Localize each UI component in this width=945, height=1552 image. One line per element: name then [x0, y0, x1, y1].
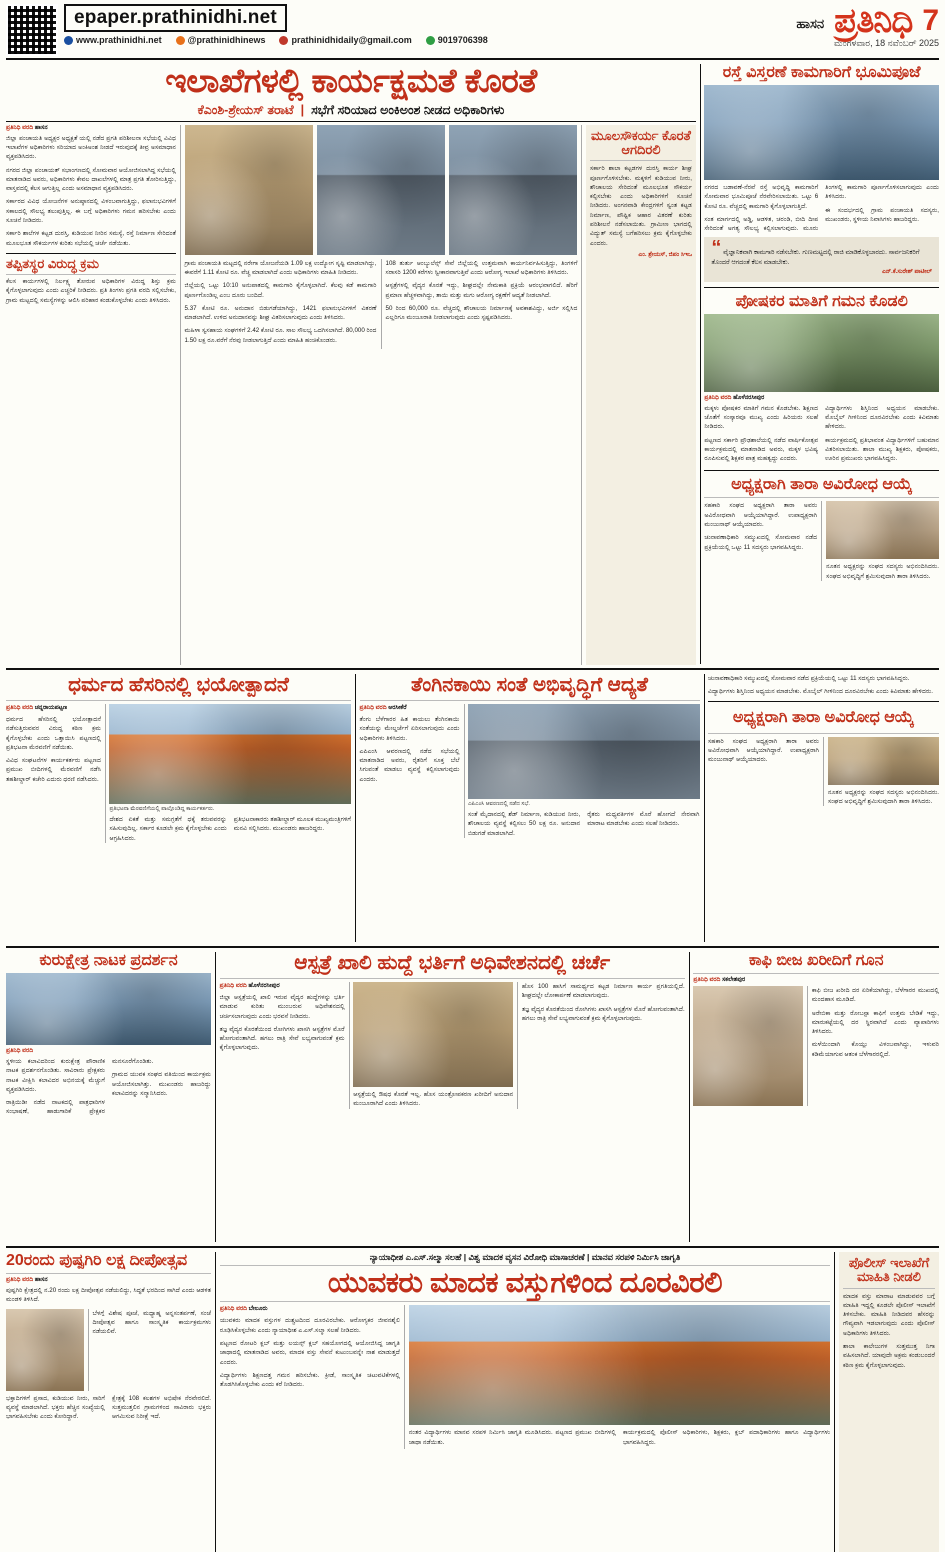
band3-a3-byline: ಪ್ರತಿನಿಧಿ ವರದಿ ಸಕಲೇಶಪುರ [693, 977, 746, 983]
publication-logo: ಪ್ರತಿನಿಧಿ [834, 2, 913, 40]
band3-a3-p1: ಕಾಫಿ ಬೀಜ ಖರೀದಿ ದರ ಏರಿಕೆಯಾಗಿದ್ದು, ಬೆಳೆಗಾರರ ಮುಖದಲ್ಲಿ ಮಂದಹಾಸ ಮೂಡಿದೆ. [811, 987, 939, 1004]
feature2-headline: ತೆಂಗಿನಕಾಯಿ ಸಂತೆ ಅಭಿವೃದ್ಧಿಗೆ ಆದ್ಯತೆ [411, 674, 648, 696]
bottom-center-p3: ವಿದ್ಯಾರ್ಥಿಗಳು ಶಿಕ್ಷಣದತ್ತ ಗಮನ ಹರಿಸಬೇಕು. ಕ್ರೀಡೆ, ಸಾಂಸ್ಕೃತಿಕ ಚಟುವಟಿಕೆಗಳಲ್ಲಿ ತೊಡಗಿಸಿಕೊಳ್ಳಬೇಕು ಎಂದು ಕರೆ ನೀಡಿದರು. [219, 1371, 400, 1389]
right-tail-p4: ನೂತನ ಅಧ್ಯಕ್ಷರನ್ನು ಸಂಘದ ಸದಸ್ಯರು ಅಭಿನಂದಿಸಿದರು. ಸಂಘದ ಅಭಿವೃದ್ಧಿಗೆ ಶ್ರಮಿಸುವುದಾಗಿ ತಾರಾ ತಿಳಿಸಿದರು. [828, 788, 940, 805]
bottom-center-p1: ಯುವಕರು ಮಾದಕ ವಸ್ತುಗಳ ದುಶ್ಚಟದಿಂದ ದೂರವಿರಬೇಕು. ಆರೋಗ್ಯಕರ ಜೀವನಶೈಲಿ ರೂಢಿಸಿಕೊಳ್ಳಬೇಕು ಎಂದು ನ್ಯಾಯಾಧೀಶ ಎ.ಎಸ್.ಸಲ್ಮಾ ಸಲಹೆ ನೀಡಿದರು. [219, 1317, 400, 1334]
band3-a2-p1: ಜಿಲ್ಲಾ ಆಸ್ಪತ್ರೆಯಲ್ಲಿ ಖಾಲಿ ಇರುವ ವೈದ್ಯರ ಹುದ್ದೆಗಳನ್ನು ಭರ್ತಿ ಮಾಡುವ ಕುರಿತು ಮುಂಬರುವ ಅಧಿವೇಶನದಲ್ಲಿ ಚರ್ಚಿಸಲಾಗುವುದು ಎಂದು ಭರವಸೆ ನೀಡಿದರು. [219, 994, 345, 1020]
band-features-right [708, 674, 939, 942]
lead-p1: ಜಿಲ್ಲಾ ಪಂಚಾಯತಿ ಅಧ್ಯಕ್ಷರ ಅಧ್ಯಕ್ಷತೆ ಯಲ್ಲಿ ನಡೆದ ಪ್ರಗತಿ ಪರಿಶೀಲನಾ ಸಭೆಯಲ್ಲಿ ವಿವಿಧ ಇಲಾಖೆಗಳ ಅಧಿಕಾರಿಗಳು ಸರಿಯಾದ ಅಂಕಿಅಂಶ ನೀಡದೆ ಇರುವುದಕ್ಕೆ ತೀವ್ರ ಅಸಮಾಧಾನ ವ್ಯಕ್ತಪಡಿಸಿದರು. [6, 134, 176, 161]
right-mid-article [704, 293, 939, 466]
right-mid-photo [704, 314, 939, 392]
epaper-url[interactable]: epaper.prathinidhi.net [64, 4, 287, 32]
bottom-center-photo [409, 1305, 830, 1425]
lead-sidebar-body: ಸರ್ಕಾರಿ ಶಾಲಾ ಕಟ್ಟಡಗಳ ದುರಸ್ತಿ ಕಾರ್ಯ ಶೀಘ್ರ ಪೂರ್ಣಗೊಳಿಸಬೇಕು. ಮಕ್ಕಳಿಗೆ ಕುಡಿಯುವ ನೀರು, ಶೌಚಾಲಯ ಸೇರಿದಂತೆ ಮೂಲಭೂತ ಸೌಕರ್ಯ ಕಲ್ಪಿಸಬೇಕು ಎಂದು ಅಧಿಕಾರಿಗಳಿಗೆ ಸೂಚನೆ ನೀಡಿದರು. ಅಂಗನವಾಡಿ ಕೇಂದ್ರಗಳಿಗೆ ಸ್ವಂತ ಕಟ್ಟಡ ನಿರ್ಮಾಣ, ಪೌಷ್ಟಿಕ ಆಹಾರ ವಿತರಣೆ ಕುರಿತು ಪರಿಶೀಲನೆ ನಡೆಸಲಾಯಿತು. ಗ್ರಾಮೀಣ ಭಾಗದಲ್ಲಿ ವಿದ್ಯುತ್ ಸಮಸ್ಯೆ ಬಗೆಹರಿಸಲು ಕ್ರಮ ಕೈಗೊಳ್ಳಬೇಕು ಎಂದರು. [590, 165, 692, 247]
right-bottom-p1: ಸಹಕಾರಿ ಸಂಘದ ಅಧ್ಯಕ್ಷರಾಗಿ ತಾರಾ ಅವರು ಅವಿರೋಧವಾಗಿ ಆಯ್ಕೆಯಾಗಿದ್ದಾರೆ. ಉಪಾಧ್ಯಕ್ಷರಾಗಿ ಮಂಜುನಾಥ್ ಆಯ್ಕೆಯಾದರು. [704, 502, 818, 529]
right-mid-p3: ವಿದ್ಯಾರ್ಥಿಗಳು ಶಿಸ್ತಿನಿಂದ ಅಧ್ಯಯನ ಮಾಡಬೇಕು. ಮೊಬೈಲ್ ಗೀಳಿನಿಂದ ದೂರವಿರಬೇಕು ಎಂದು ಕಿವಿಮಾತು ಹೇಳಿದರು. [825, 404, 939, 431]
feature1-p1: ಧರ್ಮದ ಹೆಸರಿನಲ್ಲಿ ಭಯೋತ್ಪಾದನೆ ನಡೆಸುತ್ತಿರುವವರ ವಿರುದ್ಧ ಕಠಿಣ ಕ್ರಮ ಕೈಗೊಳ್ಳಬೇಕು ಎಂದು ಒತ್ತಾಯಿಸಿ ಪಟ್ಟಣದಲ್ಲಿ ಪ್ರತಿಭಟನಾ ಮೆರವಣಿಗೆ ನಡೆಯಿತು. [6, 716, 101, 751]
page-number: 7 [922, 4, 939, 37]
feature1-headline: ಧರ್ಮದ ಹೆಸರಿನಲ್ಲಿ ಭಯೋತ್ಪಾದನೆ [68, 674, 289, 696]
feature1-photo [109, 704, 351, 804]
right-mid-p2: ಪಟ್ಟಣದ ಸರ್ಕಾರಿ ಪ್ರೌಢಶಾಲೆಯಲ್ಲಿ ನಡೆದ ವಾರ್ಷಿಕೋತ್ಸವ ಕಾರ್ಯಕ್ರಮದಲ್ಲಿ ಮಾತನಾಡಿದ ಅವರು, ಮಕ್ಕಳ ಭವಿಷ್ಯ ರೂಪಿಸುವಲ್ಲಿ ಶಿಕ್ಷಕರ ಪಾತ್ರ ಮಹತ್ವದ್ದು ಎಂದರು. [704, 436, 819, 463]
band3-a3-p3: ಮಳೆಯಿಂದಾಗಿ ಕೊಯ್ಲು ವಿಳಂಬವಾಗಿದ್ದು, ಇಳುವರಿ ಕಡಿಮೆಯಾಗುವ ಆತಂಕ ಬೆಳೆಗಾರರಲ್ಲಿದೆ. [811, 1041, 939, 1058]
bottom-left-headline: 20ರಂದು ಪುಷ್ಪಗಿರಿ ಲಕ್ಷ ದೀಪೋತ್ಸವ [6, 1252, 188, 1269]
bottom-center-article [220, 1252, 830, 1552]
lead-p2: ನಗರದ ಜಿಲ್ಲಾ ಪಂಚಾಯತ್ ಸಭಾಂಗಣದಲ್ಲಿ ಸೋಮವಾರ ಆಯೋಜಿಸಲಾಗಿದ್ದ ಸಭೆಯಲ್ಲಿ ಮಾತನಾಡಿದ ಅವರು, ಅಧಿಕಾರಿಗಳು ಕೇವಲ ದಾಖಲೆಗಳಲ್ಲಿ ಮಾತ್ರ ಪ್ರಗತಿ ತೋರಿಸುತ್ತಿದ್ದು, ವಾಸ್ತವದಲ್ಲಿ ಕೆಲಸ ಆಗುತ್ತಿಲ್ಲ ಎಂದು ಅಸಮಾಧಾನ ವ್ಯಕ್ತಪಡಿಸಿದರು. [6, 166, 176, 193]
feature1-byline: ಪ್ರತಿನಿಧಿ ವರದಿ ಚನ್ನರಾಯಪಟ್ಟಣ [6, 705, 68, 711]
feature1-p3: ದೇಶದ ಏಕತೆ ಮತ್ತು ಸಮಗ್ರತೆಗೆ ಧಕ್ಕೆ ತರುವವರನ್ನು ಸಹಿಸುವುದಿಲ್ಲ. ಸರ್ಕಾರ ಕೂಡಲೇ ಕ್ರಮ ಕೈಗೊಳ್ಳಬೇಕು ಎಂದು ಆಗ್ರಹಿಸಿದರು. [109, 816, 227, 842]
lead-sub-body: ಕೆಲಸ ಕಾರ್ಯಗಳಲ್ಲಿ ನಿರ್ಲಕ್ಷ್ಯ ತೋರುವ ಅಧಿಕಾರಿಗಳ ವಿರುದ್ಧ ಶಿಸ್ತು ಕ್ರಮ ಕೈಗೊಳ್ಳಲಾಗುವುದು ಎಂದು ಎಚ್ಚರಿಕೆ ನೀಡಿದರು. ಪ್ರತಿ ತಿಂಗಳು ಪ್ರಗತಿ ವರದಿ ಸಲ್ಲಿಸಬೇಕು, ಗ್ರಾಮ ಮಟ್ಟದಲ್ಲಿ ಸಮಸ್ಯೆಗಳನ್ನು ಆಲಿಸಿ ಪರಿಹಾರ ಕಂಡುಕೊಳ್ಳಬೇಕು ಎಂದು ತಿಳಿಸಿದರು. [6, 277, 176, 304]
lead-photo-2 [317, 125, 445, 255]
masthead-links [64, 35, 633, 45]
masthead-middle [64, 4, 633, 45]
feature2-caption: ಎಪಿಎಂಸಿ ಆವರಣದಲ್ಲಿ ನಡೆದ ಸಭೆ. [467, 801, 530, 807]
band-lead [6, 64, 939, 664]
lead-sidebar [586, 125, 696, 665]
right-top-photo [704, 85, 939, 180]
feature2-p4: ರೈತರು ಮಧ್ಯವರ್ತಿಗಳ ಮೊರೆ ಹೋಗದೆ ನೇರವಾಗಿ ಮಾರಾಟ ಮಾಡಬೇಕು ಎಂದು ಸಲಹೆ ನೀಡಿದರು. [587, 811, 700, 828]
right-top-quote-by: ಎನ್.ಕೆ.ಸುರೇಶ್ ಪಾಟೀಲ್ [882, 268, 932, 275]
lead-deck-black: ಸಭೆಗೆ ಸರಿಯಾದ ಅಂಕಿಅಂಶ ನೀಡದ ಅಧಿಕಾರಿಗಳು [311, 102, 505, 117]
lead-headline: ಇಲಾಖೆಗಳಲ್ಲಿ ಕಾರ್ಯಕ್ಷಮತೆ ಕೊರತೆ [165, 62, 537, 99]
right-top-p2: ಸಂತ ಮಾರ್ಗದಲ್ಲಿ ಅಡ್ಡಿ, ಆಡಳಿತ, ಚರಂಡಿ, ಬೀದಿ ದೀಪ ಸೇರಿದಂತೆ ಅಗತ್ಯ ಸೌಲಭ್ಯ ಕಲ್ಪಿಸಲಾಗುವುದು. ಮೂರು ತಿಂಗಳಲ್ಲಿ ಕಾಮಗಾರಿ ಪೂರ್ಣಗೊಳಿಸಲಾಗುವುದು ಎಂದು ತಿಳಿಸಿದರು. [704, 184, 939, 233]
phone-number[interactable]: 9019706398 [426, 35, 488, 45]
band3-a2-p3: ಆಸ್ಪತ್ರೆಯಲ್ಲಿ ಔಷಧ ಕೊರತೆ ಇಲ್ಲ. ಹೊಸ ಯಂತ್ರೋಪಕರಣ ಖರೀದಿಗೆ ಅನುದಾನ ಮಂಜೂರಾಗಿದೆ ಎಂದು ತಿಳಿಸಿದರು. [353, 1091, 514, 1108]
right-top-article [704, 64, 939, 282]
band-three [6, 952, 939, 1242]
feature2-p1: ತೆಂಗು ಬೆಳೆಗಾರರ ಹಿತ ಕಾಯಲು ತೆಂಗಿನಕಾಯಿ ಸಂತೆಯನ್ನು ಮೇಲ್ದರ್ಜೆಗೆ ಏರಿಸಲಾಗುವುದು ಎಂದು ಅಧಿಕಾರಿಗಳು ತಿಳಿಸಿದರು. [359, 716, 460, 742]
band-features [6, 674, 939, 942]
feature2-photo [468, 704, 700, 799]
feature-article-2 [360, 674, 700, 942]
qr-code-icon [6, 4, 58, 56]
right-bottom-photo [826, 501, 939, 559]
lead-sidebar-headline: ಮೂಲಸೌಕರ್ಯ ಕೊರತೆ ಆಗದಿರಲಿ [591, 127, 691, 157]
bottom-left-p3: ಭಕ್ತಾದಿಗಳಿಗೆ ಪ್ರಸಾದ, ಕುಡಿಯುವ ನೀರು, ಸಾರಿಗೆ ವ್ಯವಸ್ಥೆ ಮಾಡಲಾಗಿದೆ. ಭಕ್ತರು ಹೆಚ್ಚಿನ ಸಂಖ್ಯೆಯಲ್ಲಿ ಭಾಗವಹಿಸಬೇಕು ಎಂದು ಕೋರಿದ್ದಾರೆ. [6, 1394, 105, 1421]
lead-p4: ಸರ್ಕಾರಿ ಶಾಲೆಗಳ ಕಟ್ಟಡ ದುರಸ್ತಿ, ಕುಡಿಯುವ ನೀರಿನ ಸಮಸ್ಯೆ, ರಸ್ತೆ ನಿರ್ಮಾಣ ಸೇರಿದಂತೆ ಮೂಲಭೂತ ಸೌಕರ್ಯಗಳ ಕುರಿತು ಸಭೆಯಲ್ಲಿ ಚರ್ಚೆ ನಡೆಯಿತು. [6, 230, 176, 247]
bottom-center-p5: ಕಾರ್ಯಕ್ರಮದಲ್ಲಿ ಪೊಲೀಸ್ ಅಧಿಕಾರಿಗಳು, ಶಿಕ್ಷಕರು, ಕ್ಲಬ್ ಪದಾಧಿಕಾರಿಗಳು ಹಾಗೂ ವಿದ್ಯಾರ್ಥಿಗಳು ಭಾಗವಹಿಸಿದ್ದರು. [622, 1429, 831, 1446]
mail-icon [279, 36, 288, 45]
band3-a3-p2: ಅರೇಬಿಕಾ ಮತ್ತು ರೋಬಸ್ಟಾ ಕಾಫಿಗೆ ಉತ್ತಮ ಬೇಡಿಕೆ ಇದ್ದು, ಮಾರುಕಟ್ಟೆಯಲ್ಲಿ ದರ ಸ್ಥಿರವಾಗಿದೆ ಎಂದು ವ್ಯಾಪಾರಿಗಳು ತಿಳಿಸಿದರು. [811, 1009, 939, 1036]
lead-c3-p2: ಆಸ್ಪತ್ರೆಗಳಲ್ಲಿ ವೈದ್ಯರ ಕೊರತೆ ಇದ್ದು, ಶೀಘ್ರದಲ್ಲೇ ನೇಮಕಾತಿ ಪ್ರಕ್ರಿಯೆ ಆರಂಭವಾಗಲಿದೆ. ಹೆರಿಗೆ ಪ್ರಮಾಣ ಹೆಚ್ಚಳವಾಗಿದ್ದು, ತಾಯಿ ಮತ್ತು ಮಗು ಆರೋಗ್ಯ ರಕ್ಷಣೆಗೆ ಆದ್ಯತೆ ನೀಡಲಾಗಿದೆ. [385, 282, 578, 299]
band3-a2-p2: ತಜ್ಞ ವೈದ್ಯರ ಕೊರತೆಯಿಂದ ರೋಗಿಗಳು ಖಾಸಗಿ ಆಸ್ಪತ್ರೆಗಳ ಮೊರೆ ಹೋಗುವಂತಾಗಿದೆ. ಹಗಲು ರಾತ್ರಿ ಸೇವೆ ಲಭ್ಯವಾಗುವಂತೆ ಕ್ರಮ ಕೈಗೊಳ್ಳಲಾಗುವುದು. [219, 1025, 345, 1052]
right-top-p1: ನಗರದ ಬಡಾವಣೆ-ನೆರವೆ ರಸ್ತೆ ಅಭಿವೃದ್ಧಿ ಕಾಮಗಾರಿಗೆ ಸೋಮವಾರ ಭೂಮಿಪೂಜೆ ನೆರವೇರಿಸಲಾಯಿತು. ಒಟ್ಟು 6 ಕೋಟಿ ರೂ. ವೆಚ್ಚದಲ್ಲಿ ಕಾಮಗಾರಿ ಕೈಗೊಳ್ಳಲಾಗುತ್ತಿದೆ. [704, 184, 819, 210]
feature1-p4: ಪ್ರತಿಭಟನಾಕಾರರು ತಹಶೀಲ್ದಾರ್ ಮೂಲಕ ಮುಖ್ಯಮಂತ್ರಿಗಳಿಗೆ ಮನವಿ ಸಲ್ಲಿಸಿದರು. ಮುಖಂಡರು ಹಾಜರಿದ್ದರು. [233, 816, 351, 833]
lead-c2-p1: ಗ್ರಾಮ ಪಂಚಾಯತಿ ಮಟ್ಟದಲ್ಲಿ ನರೇಗಾ ಯೋಜನೆಯಡಿ 1.09 ಲಕ್ಷ ಉದ್ಯೋಗ ಸೃಷ್ಟಿ ಮಾಡಲಾಗಿದ್ದು, ಈವರೆಗೆ 1.11 ಕೋಟಿ ರೂ. ವೆಚ್ಚ ಮಾಡಲಾಗಿದೆ ಎಂದು ಅಧಿಕಾರಿಗಳು ಮಾಹಿತಿ ನೀಡಿದರು. [184, 259, 377, 276]
bottom-left-photo [6, 1309, 84, 1391]
lead-c2-p3: 5.37 ಕೋಟಿ ರೂ. ಅನುದಾನ ಬಿಡುಗಡೆಯಾಗಿದ್ದು, 1421 ಫಲಾನುಭವಿಗಳಿಗೆ ವಿತರಣೆ ಮಾಡಲಾಗಿದೆ. ಉಳಿದ ಅನುದಾನವನ್ನು ಶೀಘ್ರ ವಿತರಿಸಲಾಗುವುದು ಎಂದು ತಿಳಿಸಿದರು. [184, 304, 377, 322]
feature2-byline: ಪ್ರತಿನಿಧಿ ವರದಿ ಅರಸೀಕೆರೆ [359, 705, 407, 711]
right-column [704, 64, 939, 664]
lead-p3: ಸರ್ಕಾರದ ವಿವಿಧ ಯೋಜನೆಗಳ ಅನುಷ್ಠಾನದಲ್ಲಿ ವಿಳಂಬವಾಗುತ್ತಿದ್ದು, ಫಲಾನುಭವಿಗಳಿಗೆ ಸಕಾಲದಲ್ಲಿ ಸೌಲಭ್ಯ ತಲುಪುತ್ತಿಲ್ಲ. ಈ ಬಗ್ಗೆ ಅಧಿಕಾರಿಗಳು ಗಮನ ಹರಿಸಬೇಕು ಎಂದು ಸೂಚನೆ ನೀಡಿದರು. [6, 198, 176, 225]
email-link[interactable]: prathinidhidaily@gmail.com [279, 35, 411, 45]
quote-mark-icon: “ [711, 237, 722, 260]
website-link[interactable]: www.prathinidhi.net [64, 35, 162, 45]
dateline: ಮಂಗಳವಾರ, 18 ನವೆಂಬರ್ 2025 [834, 38, 939, 48]
bottom-right-p2: ಶಾಲಾ ಕಾಲೇಜುಗಳ ಸುತ್ತಮುತ್ತ ನಿಗಾ ವಹಿಸಲಾಗಿದೆ. ಯಾವುದೇ ಅಕ್ರಮ ಕಂಡುಬಂದರೆ ಕಠಿಣ ಕ್ರಮ ಕೈಗೊಳ್ಳಲಾಗುವುದು. [843, 1343, 936, 1369]
globe-icon [64, 36, 73, 45]
lead-sub-headline: ತಪ್ಪಿತಸ್ಥರ ವಿರುದ್ಧ ಕ್ರಮ [6, 255, 100, 271]
bottom-right-headline: ಪೊಲೀಸ್ ಇಲಾಖೆಗೆ ಮಾಹಿತಿ ನೀಡಲಿ [848, 1255, 930, 1285]
bottom-center-p2: ಪಟ್ಟಣದ ರೋಟರಿ ಕ್ಲಬ್ ಮತ್ತು ಲಯನ್ಸ್ ಕ್ಲಬ್ ಸಹಯೋಗದಲ್ಲಿ ಆಯೋಜಿಸಿದ್ದ ಜಾಗೃತಿ ಜಾಥಾದಲ್ಲಿ ಮಾತನಾಡಿದ ಅವರು, ಮಾದಕ ವಸ್ತು ಸೇವನೆ ಕುಟುಂಬವನ್ನೇ ನಾಶ ಮಾಡುತ್ತದೆ ಎಂದರು. [219, 1340, 400, 1366]
band-bottom [6, 1252, 939, 1552]
lead-deck-red: ಕೆಎಂಶಿ-ಶ್ರೇಯಸ್ ತರಾಟೆ [197, 102, 294, 117]
right-mid-headline: ಪೋಷಕರ ಮಾತಿಗೆ ಗಮನ ಕೊಡಲಿ [735, 292, 908, 310]
feature2-p2: ಎಪಿಎಂಸಿ ಆವರಣದಲ್ಲಿ ನಡೆದ ಸಭೆಯಲ್ಲಿ ಮಾತನಾಡಿದ ಅವರು, ರೈತರಿಗೆ ಸೂಕ್ತ ಬೆಲೆ ಸಿಗುವಂತೆ ಮಾಡಲು ವ್ಯವಸ್ಥೆ ಕಲ್ಪಿಸಲಾಗುವುದು ಎಂದರು. [359, 747, 460, 783]
right-tail-photo [828, 737, 939, 785]
right-tail-p3: ಸಹಕಾರಿ ಸಂಘದ ಅಧ್ಯಕ್ಷರಾಗಿ ತಾರಾ ಅವರು ಅವಿರೋಧವಾಗಿ ಆಯ್ಕೆಯಾಗಿದ್ದಾರೆ. ಉಪಾಧ್ಯಕ್ಷರಾಗಿ ಮಂಜುನಾಥ್ ಆಯ್ಕೆಯಾದರು. [708, 737, 820, 764]
band3-a3-photo [693, 986, 803, 1106]
band3-a2-photo [353, 982, 513, 1087]
right-mid-byline: ಪ್ರತಿನಿಧಿ ವರದಿ ಹೊಳೆನರಸೀಪುರ [704, 394, 765, 401]
band3-a2-byline: ಪ್ರತಿನಿಧಿ ವರದಿ ಹೊಳೆನರಸೀಪುರ [219, 983, 280, 989]
right-tail-p2: ವಿದ್ಯಾರ್ಥಿಗಳು ಶಿಸ್ತಿನಿಂದ ಅಧ್ಯಯನ ಮಾಡಬೇಕು. ಮೊಬೈಲ್ ಗೀಳಿನಿಂದ ದೂರವಿರಬೇಕು ಎಂದು ಕಿವಿಮಾತು ಹೇಳಿದರು. [708, 688, 933, 696]
lead-photo-1 [185, 125, 313, 255]
band3-a1-byline: ಪ್ರತಿನಿಧಿ ವರದಿ [6, 1048, 34, 1054]
band3-a3-headline: ಕಾಫಿ ಬೀಜ ಖರೀದಿಗೆ ಗೂನ [748, 952, 884, 969]
lead-c2-p4: ಮಹಿಳಾ ಸ್ವಸಹಾಯ ಸಂಘಗಳಿಗೆ 2.42 ಕೋಟಿ ರೂ. ಸಾಲ ಸೌಲಭ್ಯ ಒದಗಿಸಲಾಗಿದೆ. 80,000 ರಿಂದ 1.50 ಲಕ್ಷ ರೂ.ವರೆಗೆ ನೆರವು ನೀಡಲಾಗುತ್ತಿದೆ ಎಂದು ಮಾಹಿತಿ ಹಂಚಿಕೊಂಡರು. [184, 327, 377, 344]
band3-a1-p2: ರಾತ್ರಿಯಿಡೀ ನಡೆದ ನಾಟಕದಲ್ಲಿ ಪಾತ್ರಧಾರಿಗಳ ಸಂಭಾಷಣೆ, ಹಾಡುಗಾರಿಕೆ ಪ್ರೇಕ್ಷಕರ ಮನಸೂರೆಗೊಂಡಿತು. [6, 1058, 154, 1116]
lead-byline: ಪ್ರತಿನಿಧಿ ವರದಿ ಹಾಸನ [6, 124, 48, 131]
phone-icon [426, 36, 435, 45]
right-top-p3: ಈ ಸಂದರ್ಭದಲ್ಲಿ ಗ್ರಾಮ ಪಂಚಾಯತಿ ಸದಸ್ಯರು, ಮುಖಂಡರು, ಸ್ಥಳೀಯ ನಿವಾಸಿಗಳು ಹಾಜರಿದ್ದರು. [825, 206, 939, 223]
lead-sidebar-attrib: ಎಂ. ಶ್ರೇಯಸ್, ಜಿಪಂ ಸಿಇಒ [638, 251, 692, 258]
right-mid-p1: ಮಕ್ಕಳು ಪೋಷಕರ ಮಾತಿಗೆ ಗಮನ ಕೊಡಬೇಕು. ಶಿಕ್ಷಣದ ಜೊತೆಗೆ ಸಂಸ್ಕಾರವೂ ಮುಖ್ಯ ಎಂದು ಹಿರಿಯರು ಸಲಹೆ ನೀಡಿದರು. [704, 404, 819, 431]
bottom-left-article [6, 1252, 211, 1552]
bottom-right-p1: ಮಾದಕ ವಸ್ತು ಮಾರಾಟ ಮಾಡುವವರ ಬಗ್ಗೆ ಮಾಹಿತಿ ಇದ್ದಲ್ಲಿ ಕೂಡಲೇ ಪೊಲೀಸ್ ಇಲಾಖೆಗೆ ತಿಳಿಸಬೇಕು. ಮಾಹಿತಿ ನೀಡಿದವರ ಹೆಸರನ್ನು ಗೌಪ್ಯವಾಗಿ ಇಡಲಾಗುವುದು ಎಂದು ಪೊಲೀಸ್ ಅಧಿಕಾರಿಗಳು ತಿಳಿಸಿದರು. [843, 1292, 936, 1337]
right-tail-p1: ಚುನಾವಣಾಧಿಕಾರಿ ಸಮ್ಮುಖದಲ್ಲಿ ಸೋಮವಾರ ನಡೆದ ಪ್ರಕ್ರಿಯೆಯಲ್ಲಿ ಒಟ್ಟು 11 ಸದಸ್ಯರು ಭಾಗವಹಿಸಿದ್ದರು. [708, 675, 910, 682]
band3-a2-p5: ತಜ್ಞ ವೈದ್ಯರ ಕೊರತೆಯಿಂದ ರೋಗಿಗಳು ಖಾಸಗಿ ಆಸ್ಪತ್ರೆಗಳ ಮೊರೆ ಹೋಗುವಂತಾಗಿದೆ. ಹಗಲು ರಾತ್ರಿ ಸೇವೆ ಲಭ್ಯವಾಗುವಂತೆ ಕ್ರಮ ಕೈಗೊಳ್ಳಲಾಗುವುದು. [521, 1005, 685, 1022]
band3-article-3 [693, 952, 939, 1242]
bottom-center-headline: ಯುವಕರು ಮಾದಕ ವಸ್ತುಗಳಿಂದ ದೂರವಿರಲಿ [327, 1267, 723, 1299]
feature2-p3: ಸಂತೆ ಮೈದಾನದಲ್ಲಿ ಶೆಡ್ ನಿರ್ಮಾಣ, ಕುಡಿಯುವ ನೀರು, ಶೌಚಾಲಯ ವ್ಯವಸ್ಥೆ ಕಲ್ಪಿಸಲು 50 ಲಕ್ಷ ರೂ. ಅನುದಾನ ಬಿಡುಗಡೆ ಮಾಡಲಾಗಿದೆ. [467, 811, 581, 837]
lead-c3-p1: 108 ತುರ್ತು ಆಂಬ್ಯುಲೆನ್ಸ್ ಸೇವೆ ಜಿಲ್ಲೆಯಲ್ಲಿ ಉತ್ತಮವಾಗಿ ಕಾರ್ಯನಿರ್ವಹಿಸುತ್ತಿದ್ದು, ತಿಂಗಳಿಗೆ ಸರಾಸರಿ 1200 ಕರೆಗಳು ಸ್ವೀಕಾರವಾಗುತ್ತಿವೆ ಎಂದು ಆರೋಗ್ಯ ಇಲಾಖೆ ಅಧಿಕಾರಿಗಳು ತಿಳಿಸಿದರು. [385, 259, 578, 276]
lead-c2-p2: ಜಿಲ್ಲೆಯಲ್ಲಿ ಒಟ್ಟು 10:10 ಅನುಪಾತದಲ್ಲಿ ಕಾಮಗಾರಿ ಕೈಗೊಳ್ಳಲಾಗಿದೆ. ಕೆಲವು ಕಡೆ ಕಾಮಗಾರಿ ಪೂರ್ಣಗೊಂಡಿಲ್ಲ ಎಂಬ ದೂರು ಬಂದಿದೆ. [184, 282, 377, 299]
right-bottom-p2: ಚುನಾವಣಾಧಿಕಾರಿ ಸಮ್ಮುಖದಲ್ಲಿ ಸೋಮವಾರ ನಡೆದ ಪ್ರಕ್ರಿಯೆಯಲ್ಲಿ ಒಟ್ಟು 11 ಸದಸ್ಯರು ಭಾಗವಹಿಸಿದ್ದರು. [704, 534, 818, 551]
lead-col-2 [185, 125, 578, 665]
right-top-headline: ರಸ್ತೆ ವಿಸ್ತರಣೆ ಕಾಮಗಾರಿಗೆ ಭೂಮಿಪೂಜೆ [722, 64, 921, 81]
bottom-banner: ನ್ಯಾಯಾಧೀಶ ಎ.ಎಸ್.ಸಲ್ಮಾ ಸಲಹೆ | ವಿಶ್ವ ಮಾದಕ ವ್ಯಸನ ವಿರೋಧಿ ಮಾಸಾಚರಣೆ | ಮಾನವ ಸರಪಳಿ ನಿರ್ಮಿಸಿ ಜಾಗೃತಿ [369, 1252, 681, 1262]
band3-a1-photo [6, 973, 211, 1045]
right-top-quote [704, 237, 939, 281]
edition-city: ಹಾಸನ [796, 16, 825, 31]
right-bottom-article [704, 476, 939, 581]
band3-a2-headline: ಆಸ್ಪತ್ರೆ ಖಾಲಿ ಹುದ್ದೆ ಭರ್ತಿಗೆ ಅಧಿವೇಶನದಲ್ಲಿ ಚರ್ಚೆ [294, 952, 611, 974]
masthead [6, 4, 939, 60]
lead-photo-3 [449, 125, 577, 255]
band3-a1-p3: ಗ್ರಾಮದ ಯುವಕ ಸಂಘದ ವತಿಯಿಂದ ಕಾರ್ಯಕ್ರಮ ಆಯೋಜಿಸಲಾಗಿತ್ತು. ಮುಖಂಡರು ಹಾಜರಿದ್ದು ಕಲಾವಿದರನ್ನು ಸನ್ಮಾನಿಸಿದರು. [112, 1071, 211, 1097]
lead-deck: ಕೆಎಂಶಿ-ಶ್ರೇಯಸ್ ತರಾಟೆ | ಸಭೆಗೆ ಸರಿಯಾದ ಅಂಕಿಅಂಶ ನೀಡದ ಅಧಿಕಾರಿಗಳು [197, 102, 505, 117]
feature1-caption: ಪ್ರತಿಭಟನಾ ಮೆರವಣಿಗೆಯಲ್ಲಿ ಪಾಲ್ಗೊಂಡಿದ್ದ ಕಾರ್ಯಕರ್ತರು. [109, 806, 215, 812]
masthead-right [639, 4, 939, 49]
right-bottom-headline: ಅಧ್ಯಕ್ಷರಾಗಿ ತಾರಾ ಅವಿರೋಧ ಆಯ್ಕೆ [731, 476, 913, 494]
band3-a1-headline: ಕುರುಕ್ಷೇತ್ರ ನಾಟಕ ಪ್ರದರ್ಶನ [39, 952, 178, 969]
right-tail-headline: ಅಧ್ಯಕ್ಷರಾಗಿ ತಾರಾ ಅವಿರೋಧ ಆಯ್ಕೆ [732, 708, 915, 726]
bottom-center-byline: ಪ್ರತಿನಿಧಿ ವರದಿ ಬೇಲೂರು [219, 1306, 268, 1313]
band3-article-2 [220, 952, 685, 1242]
bottom-center-p4: ನಂತರ ವಿದ್ಯಾರ್ಥಿಗಳು ಮಾನವ ಸರಪಳಿ ನಿರ್ಮಿಸಿ ಜಾಗೃತಿ ಮೂಡಿಸಿದರು. ಪಟ್ಟಣದ ಪ್ರಮುಖ ಬೀದಿಗಳಲ್ಲಿ ಜಾಥಾ ನಡೆಯಿತು. [408, 1429, 616, 1446]
feature1-p2: ವಿವಿಧ ಸಂಘಟನೆಗಳ ಕಾರ್ಯಕರ್ತರು ಪಟ್ಟಣದ ಪ್ರಮುಖ ಬೀದಿಗಳಲ್ಲಿ ಮೆರವಣಿಗೆ ನಡೆಸಿ ತಹಶೀಲ್ದಾರ್ ಕಚೇರಿ ಎದುರು ಧರಣಿ ನಡೆಸಿದರು. [6, 757, 101, 783]
right-top-quote-text: ವೈಜ್ಞಾನಿಕವಾಗಿ ಕಾಮಗಾರಿ ನಡೆಸಬೇಕು. ಗುಣಮಟ್ಟದಲ್ಲಿ ರಾಜಿ ಮಾಡಿಕೊಳ್ಳಬಾರದು. ಸಾರ್ವಜನಿಕರಿಗೆ ತೊಂದರೆ ಆಗದಂತೆ ಕೆಲಸ ಮಾಡಬೇಕು. [711, 249, 920, 267]
social-icon [176, 36, 185, 45]
bottom-right-sidebar [839, 1252, 939, 1552]
right-bottom-p3: ನೂತನ ಅಧ್ಯಕ್ಷರನ್ನು ಸಂಘದ ಸದಸ್ಯರು ಅಭಿನಂದಿಸಿದರು. ಸಂಘದ ಅಭಿವೃದ್ಧಿಗೆ ಶ್ರಮಿಸುವುದಾಗಿ ತಾರಾ ತಿಳಿಸಿದರು. [826, 563, 939, 580]
bottom-left-p2: ಬೆಳಗ್ಗೆ ವಿಶೇಷ ಪೂಜೆ, ಮಧ್ಯಾಹ್ನ ಅನ್ನಸಂತರ್ಪಣೆ, ಸಂಜೆ ದೀಪೋತ್ಸವ ಹಾಗೂ ಸಾಂಸ್ಕೃತಿಕ ಕಾರ್ಯಕ್ರಮಗಳು ನಡೆಯಲಿವೆ. [92, 1309, 211, 1336]
lead-col-1 [6, 125, 176, 665]
bottom-left-byline: ಪ್ರತಿನಿಧಿ ವರದಿ ಹಾಸನ [6, 1277, 48, 1283]
band3-a1-p1: ಸ್ಥಳೀಯ ಕಲಾವಿದರಿಂದ ಕುರುಕ್ಷೇತ್ರ ಪೌರಾಣಿಕ ನಾಟಕ ಪ್ರದರ್ಶನಗೊಂಡಿತು. ಸಾವಿರಾರು ಪ್ರೇಕ್ಷಕರು ನಾಟಕ ವೀಕ್ಷಿಸಿ ಕಲಾವಿದರ ಅಭಿನಯಕ್ಕೆ ಮೆಚ್ಚುಗೆ ವ್ಯಕ್ತಪಡಿಸಿದರು. [6, 1058, 105, 1093]
feature-article-1 [6, 674, 351, 942]
band3-a2-p4: ಹೊಸ 100 ಹಾಸಿಗೆ ಸಾಮರ್ಥ್ಯದ ಕಟ್ಟಡ ನಿರ್ಮಾಣ ಕಾರ್ಯ ಪ್ರಗತಿಯಲ್ಲಿದೆ. ಶೀಘ್ರದಲ್ಲೇ ಲೋಕಾರ್ಪಣೆ ಮಾಡಲಾಗುವುದು. [521, 983, 685, 1000]
lead-article [6, 64, 696, 664]
lead-c3-p3: 50 ರಿಂದ 60,000 ರೂ. ವೆಚ್ಚದಲ್ಲಿ ಶೌಚಾಲಯ ನಿರ್ಮಾಣಕ್ಕೆ ಅವಕಾಶವಿದ್ದು, ಅರ್ಜಿ ಸಲ್ಲಿಸಿದ ಎಲ್ಲರಿಗೂ ಮಂಜೂರಾತಿ ನೀಡಲಾಗುವುದು ಎಂದು ಸ್ಪಷ್ಟಪಡಿಸಿದರು. [385, 304, 578, 322]
bottom-left-p4: ಕ್ಷೇತ್ರಕ್ಕೆ 108 ಕಲಶಗಳ ಅಭಿಷೇಕ ನೆರವೇರಲಿದೆ. ಸುತ್ತಮುತ್ತಲಿನ ಗ್ರಾಮಗಳಿಂದ ಸಾವಿರಾರು ಭಕ್ತರು ಆಗಮಿಸುವ ನಿರೀಕ್ಷೆ ಇದೆ. [112, 1394, 211, 1421]
bottom-left-p1: ಪುಷ್ಪಗಿರಿ ಕ್ಷೇತ್ರದಲ್ಲಿ ನ.20 ರಂದು ಲಕ್ಷ ದೀಪೋತ್ಸವ ನಡೆಯಲಿದ್ದು, ಸಿದ್ಧತೆ ಭರದಿಂದ ಸಾಗಿದೆ ಎಂದು ಆಡಳಿತ ಮಂಡಳಿ ತಿಳಿಸಿದೆ. [6, 1287, 211, 1304]
right-mid-p4: ಕಾರ್ಯಕ್ರಮದಲ್ಲಿ ಪ್ರತಿಭಾವಂತ ವಿದ್ಯಾರ್ಥಿಗಳಿಗೆ ಬಹುಮಾನ ವಿತರಿಸಲಾಯಿತು. ಶಾಲಾ ಮುಖ್ಯ ಶಿಕ್ಷಕರು, ಪೋಷಕರು, ಊರಿನ ಪ್ರಮುಖರು ಭಾಗವಹಿಸಿದ್ದರು. [825, 436, 939, 463]
band3-article-1 [6, 952, 211, 1242]
social-handle[interactable]: @prathinidhinews [176, 35, 266, 45]
